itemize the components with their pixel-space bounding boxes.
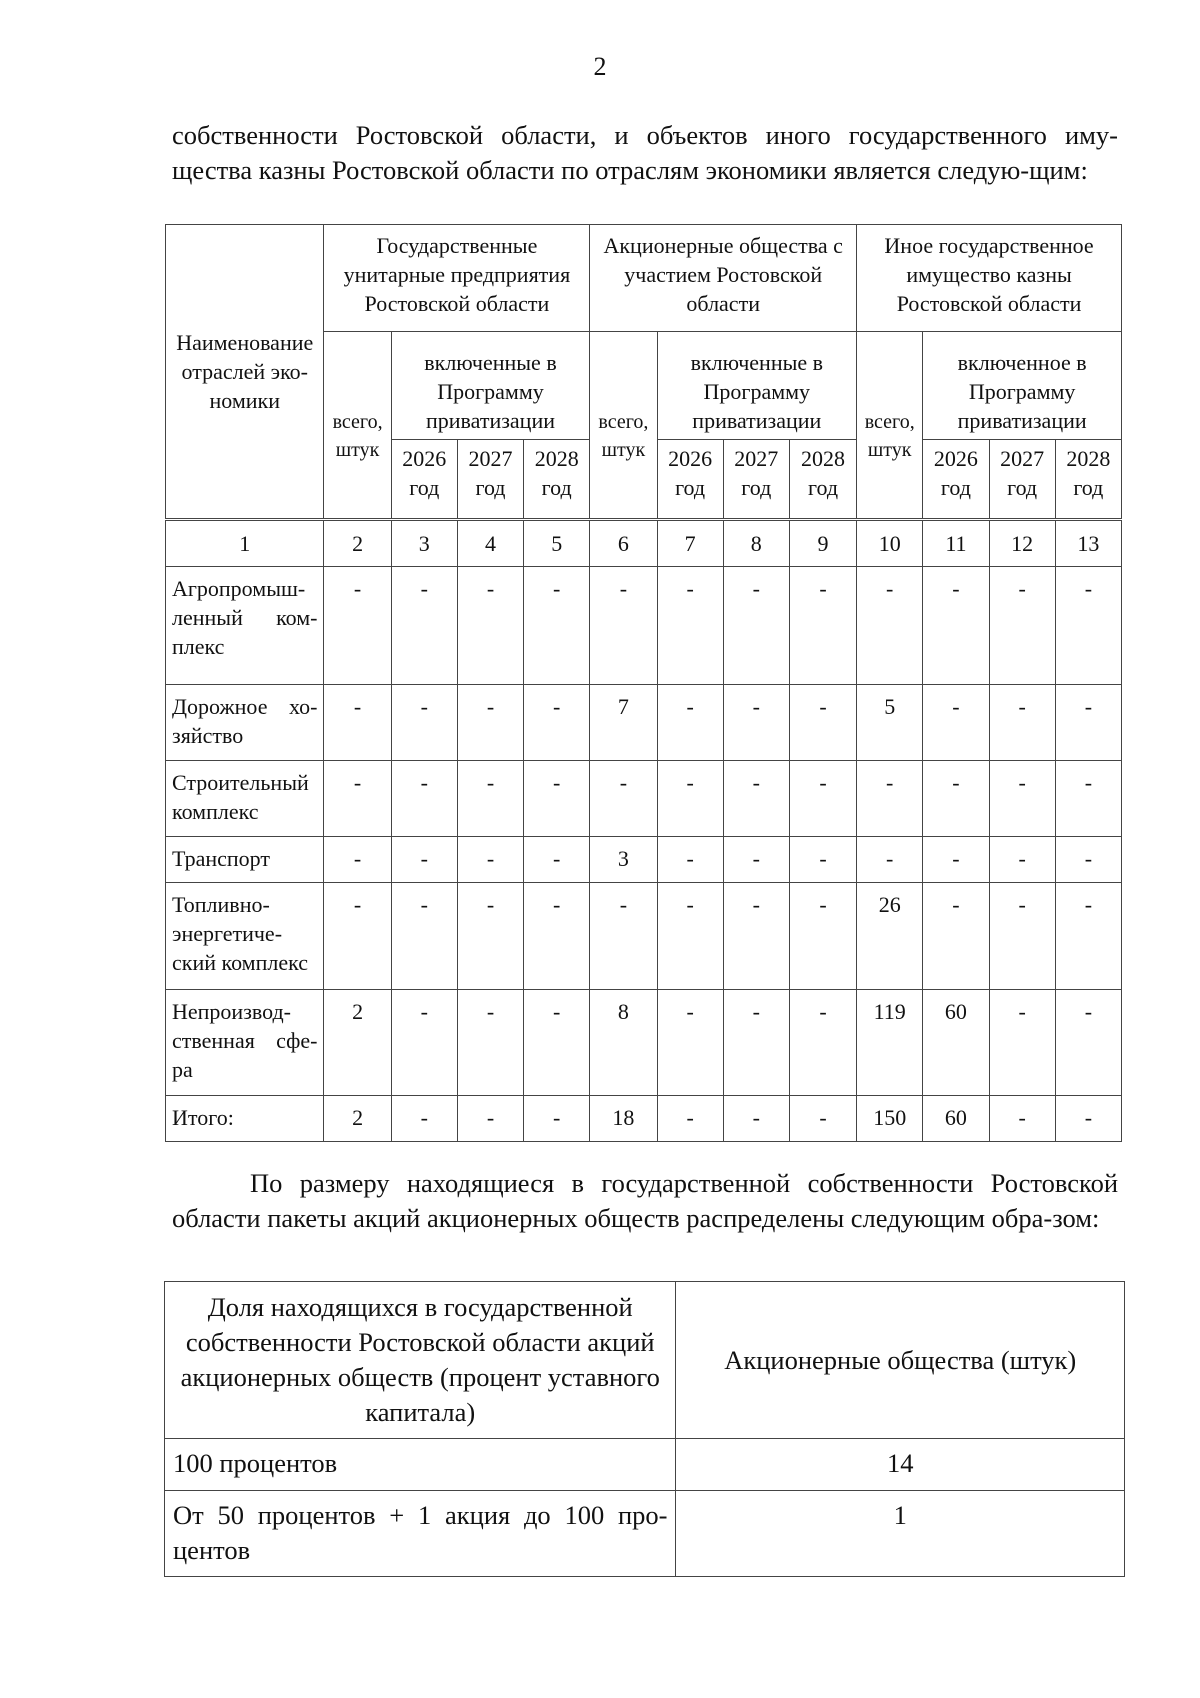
value-cell: 8 xyxy=(590,990,657,1096)
value-cell: - xyxy=(590,883,657,990)
value-cell: - xyxy=(657,567,723,685)
value-cell: - xyxy=(391,883,457,990)
value-cell: - xyxy=(857,761,923,837)
value-cell: - xyxy=(524,990,590,1096)
value-cell: - xyxy=(923,883,989,990)
industry-name-cell: Топливно-энергетиче-ский комплекс xyxy=(166,883,324,990)
value-cell: - xyxy=(723,883,789,990)
value-cell: - xyxy=(524,1096,590,1142)
column-number: 4 xyxy=(457,520,523,567)
value-cell: - xyxy=(657,837,723,883)
value-cell: 2 xyxy=(324,990,391,1096)
share-percent-header: Доля находящихся в государственной собственности Ростовской области акций акционерных обществ (процент уставного капитала) xyxy=(165,1282,676,1439)
value-cell: - xyxy=(391,1096,457,1142)
value-cell: 150 xyxy=(857,1096,923,1142)
value-cell: - xyxy=(989,567,1055,685)
value-cell: - xyxy=(989,883,1055,990)
value-cell: 26 xyxy=(857,883,923,990)
year-header: 2027 год xyxy=(723,440,789,520)
value-cell: - xyxy=(457,761,523,837)
value-cell: 60 xyxy=(923,990,989,1096)
value-cell: - xyxy=(723,990,789,1096)
year-header: 2027 год xyxy=(457,440,523,520)
value-cell: - xyxy=(657,761,723,837)
table-row xyxy=(166,567,1122,685)
table-row xyxy=(166,1096,1122,1142)
value-cell: - xyxy=(857,567,923,685)
column-number: 2 xyxy=(324,520,391,567)
table-row xyxy=(165,1491,1125,1577)
year-header: 2027 год xyxy=(989,440,1055,520)
value-cell: - xyxy=(457,567,523,685)
value-cell: - xyxy=(324,567,391,685)
value-cell: - xyxy=(789,883,856,990)
table-row xyxy=(166,883,1122,990)
value-cell: 119 xyxy=(857,990,923,1096)
column-number: 12 xyxy=(989,520,1055,567)
column-number: 10 xyxy=(857,520,923,567)
value-cell: - xyxy=(789,990,856,1096)
value-cell: - xyxy=(789,567,856,685)
share-percent-cell: От 50 процентов + 1 акция до 100 про-центов xyxy=(165,1491,676,1577)
value-cell: 3 xyxy=(590,837,657,883)
value-cell: - xyxy=(391,837,457,883)
included-header: включенное в Программу приватизации xyxy=(923,332,1122,440)
value-cell: - xyxy=(989,1096,1055,1142)
year-header: 2026 год xyxy=(923,440,989,520)
value-cell: - xyxy=(989,990,1055,1096)
value-cell: - xyxy=(524,837,590,883)
industry-name-header: Наименование отраслей эко-номики xyxy=(166,225,324,520)
value-cell: - xyxy=(1055,685,1121,761)
value-cell: - xyxy=(457,837,523,883)
industry-name-cell: Непроизвод-ственная сфе-ра xyxy=(166,990,324,1096)
intro-paragraph: собственности Ростовской области, и объектов иного государственного иму-щества казны Ростовской области по отраслям экономики является следую-щим: xyxy=(172,120,1118,185)
value-cell: 7 xyxy=(590,685,657,761)
column-number: 5 xyxy=(524,520,590,567)
value-cell: - xyxy=(324,883,391,990)
page-number: 2 xyxy=(593,52,607,81)
value-cell: 60 xyxy=(923,1096,989,1142)
value-cell: - xyxy=(391,685,457,761)
value-cell: - xyxy=(789,837,856,883)
value-cell: - xyxy=(789,761,856,837)
column-number: 3 xyxy=(391,520,457,567)
column-number-row xyxy=(166,520,1122,567)
value-cell: - xyxy=(723,685,789,761)
group-header-state-enterprises: Государственные унитарные предприятия Ростовской области xyxy=(324,225,590,332)
column-number: 13 xyxy=(1055,520,1121,567)
group-header-other-property: Иное государственное имущество казны Ростовской области xyxy=(857,225,1122,332)
total-header: всего, штук xyxy=(857,332,923,520)
shares-paragraph: По размеру находящиеся в государственной собственности Ростовской области пакеты акций акционерных обществ распределены следующим обра-зом: xyxy=(172,1168,1118,1233)
value-cell: - xyxy=(923,761,989,837)
group-header-joint-stock: Акционерные общества с участием Ростовской области xyxy=(590,225,857,332)
value-cell: - xyxy=(524,883,590,990)
year-header: 2028 год xyxy=(524,440,590,520)
table-row xyxy=(165,1439,1125,1491)
value-cell: - xyxy=(1055,990,1121,1096)
value-cell: - xyxy=(524,685,590,761)
value-cell: - xyxy=(789,685,856,761)
industry-name-cell: Итого: xyxy=(166,1096,324,1142)
value-cell: - xyxy=(657,1096,723,1142)
table-row xyxy=(166,837,1122,883)
value-cell: - xyxy=(1055,837,1121,883)
value-cell: - xyxy=(590,567,657,685)
value-cell: - xyxy=(391,761,457,837)
total-header: всего, штук xyxy=(590,332,657,520)
industry-name-cell: Строительный комплекс xyxy=(166,761,324,837)
value-cell: - xyxy=(723,567,789,685)
value-cell: - xyxy=(989,837,1055,883)
value-cell: - xyxy=(457,990,523,1096)
table-row xyxy=(166,761,1122,837)
value-cell: 2 xyxy=(324,1096,391,1142)
joint-stock-count-header: Акционерные общества (штук) xyxy=(676,1282,1125,1439)
value-cell: - xyxy=(590,761,657,837)
value-cell: 5 xyxy=(857,685,923,761)
joint-stock-count-cell: 14 xyxy=(676,1439,1125,1491)
value-cell: - xyxy=(989,761,1055,837)
value-cell: - xyxy=(723,761,789,837)
value-cell: - xyxy=(657,990,723,1096)
value-cell: - xyxy=(457,685,523,761)
value-cell: - xyxy=(923,837,989,883)
value-cell: - xyxy=(391,990,457,1096)
year-header: 2026 год xyxy=(391,440,457,520)
value-cell: - xyxy=(1055,1096,1121,1142)
value-cell: - xyxy=(457,1096,523,1142)
total-header: всего, штук xyxy=(324,332,391,520)
value-cell: - xyxy=(524,761,590,837)
value-cell: - xyxy=(723,837,789,883)
column-number: 8 xyxy=(723,520,789,567)
table-row xyxy=(166,685,1122,761)
industry-name-cell: Агропромыш-ленный ком-плекс xyxy=(166,567,324,685)
year-header: 2028 год xyxy=(789,440,856,520)
value-cell: - xyxy=(989,685,1055,761)
industries-table xyxy=(165,224,1122,1142)
industry-name-cell: Транспорт xyxy=(166,837,324,883)
value-cell: - xyxy=(657,685,723,761)
industry-name-cell: Дорожное хо-зяйство xyxy=(166,685,324,761)
value-cell: - xyxy=(324,685,391,761)
column-number: 7 xyxy=(657,520,723,567)
column-number: 11 xyxy=(923,520,989,567)
value-cell: - xyxy=(657,883,723,990)
value-cell: - xyxy=(923,685,989,761)
value-cell: - xyxy=(789,1096,856,1142)
value-cell: - xyxy=(1055,761,1121,837)
column-number: 1 xyxy=(166,520,324,567)
value-cell: - xyxy=(923,567,989,685)
value-cell: - xyxy=(857,837,923,883)
column-number: 6 xyxy=(590,520,657,567)
year-header: 2026 год xyxy=(657,440,723,520)
value-cell: 18 xyxy=(590,1096,657,1142)
included-header: включенные в Программу приватизации xyxy=(391,332,590,440)
table-row xyxy=(166,990,1122,1096)
value-cell: - xyxy=(524,567,590,685)
value-cell: - xyxy=(1055,567,1121,685)
value-cell: - xyxy=(723,1096,789,1142)
share-percent-cell: 100 процентов xyxy=(165,1439,676,1491)
value-cell: - xyxy=(324,761,391,837)
included-header: включенные в Программу приватизации xyxy=(657,332,857,440)
year-header: 2028 год xyxy=(1055,440,1121,520)
joint-stock-count-cell: 1 xyxy=(676,1491,1125,1577)
value-cell: - xyxy=(457,883,523,990)
value-cell: - xyxy=(324,837,391,883)
column-number: 9 xyxy=(789,520,856,567)
shares-table xyxy=(164,1281,1125,1577)
value-cell: - xyxy=(391,567,457,685)
value-cell: - xyxy=(1055,883,1121,990)
